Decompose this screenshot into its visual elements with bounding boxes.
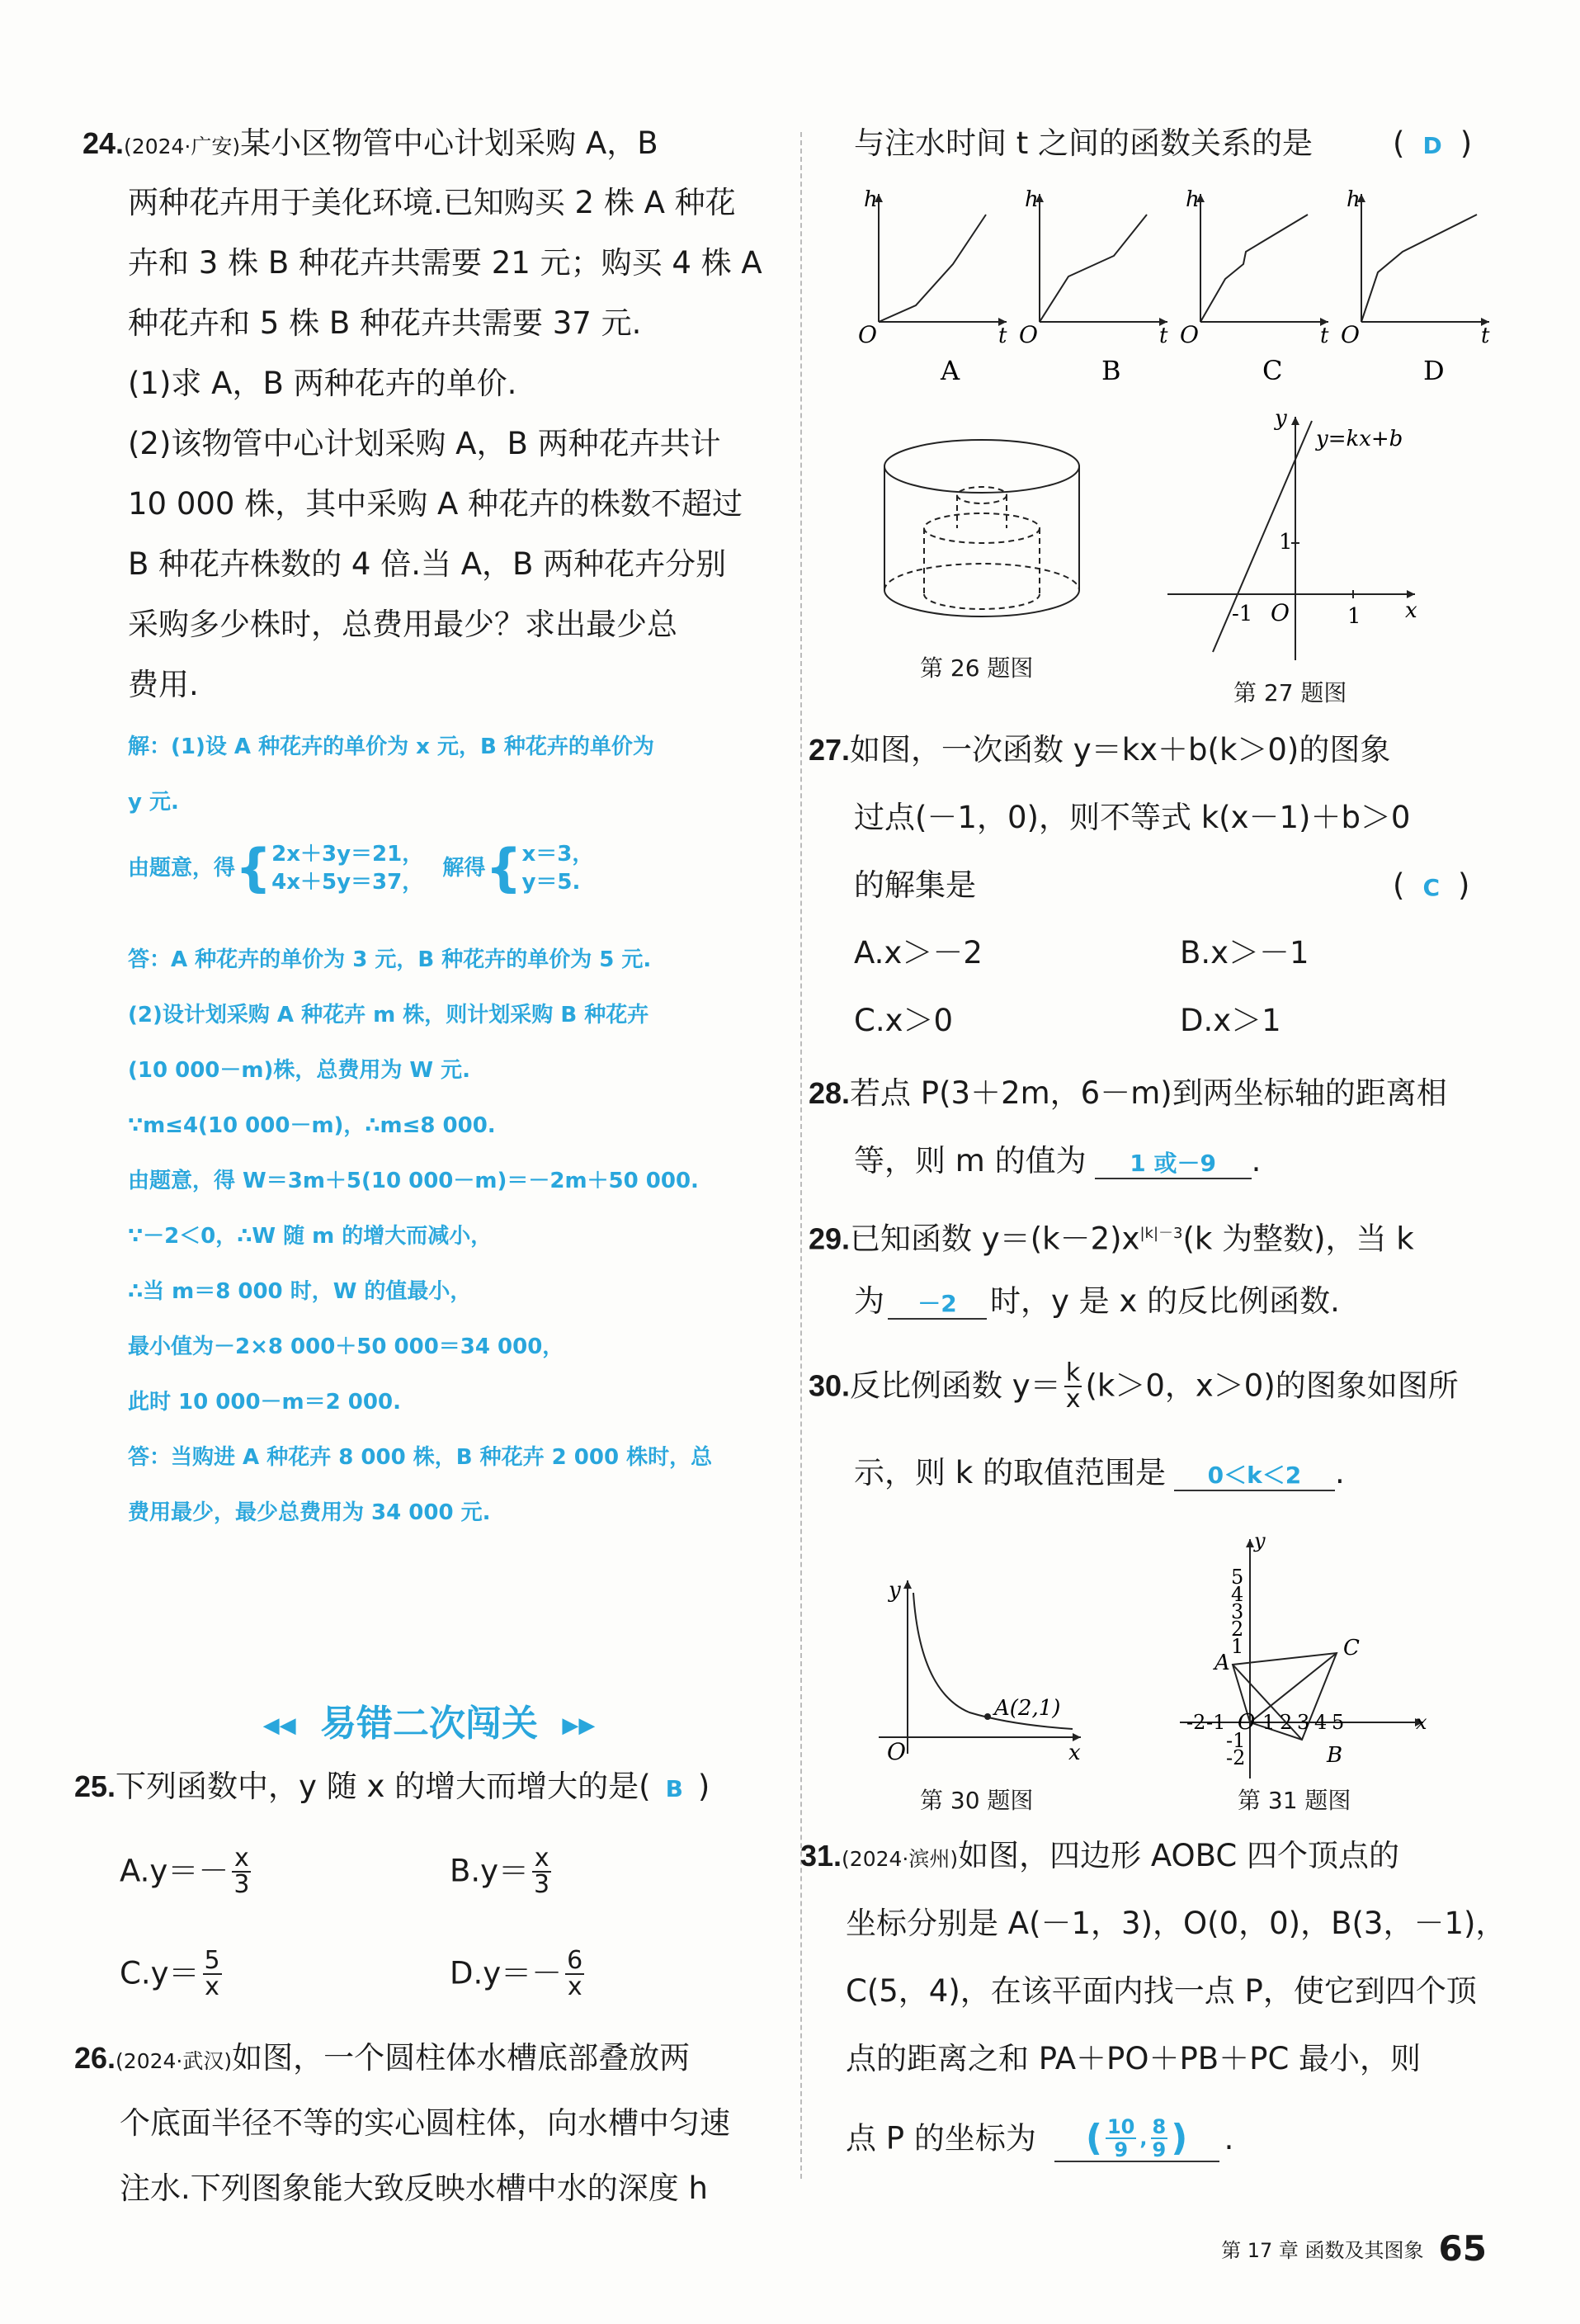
q27-option-b: B.x＞－1	[1180, 935, 1309, 971]
footer-chapter: 第 17 章 函数及其图象	[1221, 2239, 1424, 2262]
q26-graph-d	[1341, 187, 1490, 386]
q25-option-a: A.y＝－ $\frac{x}{3}$	[120, 1843, 250, 1899]
q24-line-6: 10 000 株，其中采购 A 种花卉的株数不超过	[128, 486, 743, 522]
q24-line-2: 卉和 3 株 B 种花卉共需要 21 元；购买 4 株 A	[128, 245, 762, 281]
svg-text:t: t	[998, 324, 1007, 348]
q30-number: 30.	[809, 1368, 851, 1403]
q31-point-c: C	[1343, 1636, 1360, 1660]
svg-text:-2: -2	[1226, 1746, 1246, 1769]
section-header	[215, 1693, 644, 1743]
q28-number: 28.	[809, 1076, 851, 1110]
q31-line-3: 点的距离之和 PA＋PO＋PB＋PC 最小，则	[846, 2041, 1422, 2076]
q26-label-d: D	[1423, 355, 1445, 386]
svg-text:-1: -1	[1232, 602, 1253, 626]
q31-line-0: 31.(2024·滨州)如图，四边形 AOBC 四个顶点的	[800, 1838, 1399, 1873]
svg-text:4: 4	[1314, 1711, 1328, 1734]
page-footer	[1221, 2228, 1487, 2269]
svg-text:y: y	[1275, 406, 1287, 431]
q29-number: 29.	[809, 1221, 851, 1256]
q24-sol-5: (2)设计划采购 A 种花卉 m 株，则计划采购 B 种花卉	[128, 1003, 649, 1027]
svg-text:h: h	[1025, 187, 1039, 212]
q26-label-a: A	[941, 355, 960, 386]
q25-option-b: B.y＝ $\frac{x}{3}$	[450, 1843, 550, 1899]
svg-text:x: x	[1405, 598, 1417, 623]
q24-sol-11: 最小值为－2×8 000＋50 000＝34 000，	[128, 1334, 564, 1359]
q27-fig-equation: y=kx+b	[1316, 427, 1403, 451]
q24-sol-8: 由题意，得 W＝3m＋5(10 000－m)＝－2m＋50 000.	[128, 1169, 699, 1193]
q27-option-a: A.x＞－2	[854, 935, 983, 971]
q27-answer-bracket: ( C )	[1393, 867, 1470, 903]
q24-line-5: (2)该物管中心计划采购 A，B 两种花卉共计	[128, 426, 721, 461]
svg-text:x: x	[1416, 1711, 1427, 1734]
q30-figure	[870, 1568, 1093, 1766]
q30-line-0: 30.反比例函数 y＝ $\frac{k}{x}$ (k＞0，x＞0)的图象如图所	[809, 1358, 1459, 1414]
q27-line-2: 的解集是	[854, 867, 976, 903]
svg-text:-1: -1	[1226, 1729, 1246, 1752]
q31-line-1: 坐标分别是 A(－1，3)，O(0，0)，B(3，－1)，	[846, 1906, 1507, 1941]
q26-answer: D	[1422, 132, 1442, 159]
q24-sol-6: (10 000－m)株，总费用为 W 元.	[128, 1058, 471, 1083]
q30-fig-caption: 第 30 题图	[920, 1787, 1034, 1814]
q24-line-3: 种花卉和 5 株 B 种花卉共需要 37 元.	[128, 305, 642, 341]
svg-text:1: 1	[1231, 1635, 1244, 1658]
q29-answer-blank: －2	[888, 1290, 987, 1320]
q24-line-9: 费用.	[128, 667, 199, 702]
section-arrows-right: ▶▶	[562, 1713, 596, 1738]
q28-answer-blank: 1 或－9	[1095, 1150, 1252, 1179]
svg-text:t: t	[1320, 324, 1329, 348]
svg-text:2: 2	[1231, 1618, 1244, 1641]
q26-graph-a	[858, 187, 1007, 386]
q24-sol-13: 答：当购进 A 种花卉 8 000 株，B 种花卉 2 000 株时，总	[128, 1445, 713, 1470]
q27-option-d: D.x＞1	[1180, 1003, 1281, 1038]
q24-number: 24.	[83, 126, 125, 160]
section-arrows-left: ◀◀	[262, 1713, 296, 1738]
q25-option-c: C.y＝ $\frac{5}{x}$	[120, 1945, 220, 2001]
svg-text:O: O	[858, 321, 877, 348]
q26-graphs	[846, 182, 1506, 396]
svg-text:3: 3	[1231, 1600, 1244, 1623]
q27-figure	[1167, 404, 1440, 677]
q31-fig-caption: 第 31 题图	[1238, 1787, 1351, 1814]
q27-line-1: 过点(－1，0)，则不等式 k(x－1)＋b＞0	[854, 800, 1411, 835]
q25-option-d: D.y＝－ $\frac{6}{x}$	[450, 1945, 583, 2001]
svg-text:t: t	[1481, 324, 1490, 348]
svg-text:y: y	[1254, 1531, 1266, 1552]
q24-line-1: 两种花卉用于美化环境.已知购买 2 株 A 种花	[128, 185, 736, 220]
q26-label-c: C	[1262, 355, 1283, 386]
q28-line-0: 28.若点 P(3＋2m，6－m)到两坐标轴的距离相	[809, 1075, 1447, 1111]
svg-text:y: y	[889, 1578, 901, 1603]
q31-figure	[1163, 1531, 1436, 1787]
q24-sol-2: y 元.	[128, 790, 179, 815]
q27-option-c: C.x＞0	[854, 1003, 954, 1038]
q24-sol-10: ∴当 m＝8 000 时，W 的值最小，	[128, 1279, 472, 1304]
q27-answer: C	[1422, 874, 1440, 901]
svg-text:O: O	[887, 1738, 906, 1765]
q30-point-label: A(2,1)	[994, 1696, 1061, 1721]
q26-graph-c	[1180, 187, 1329, 386]
q24-sol-4: 答：A 种花卉的单价为 3 元，B 种花卉的单价为 5 元.	[128, 947, 652, 972]
svg-text:O: O	[1271, 599, 1290, 626]
q30-line-1: 示，则 k 的取值范围是 0＜k＜2 .	[854, 1455, 1345, 1490]
svg-text:4: 4	[1231, 1583, 1244, 1606]
q25-number: 25.	[74, 1769, 116, 1803]
q24-line-7: B 种花卉株数的 4 倍.当 A，B 两种花卉分别	[128, 546, 727, 582]
svg-text:2: 2	[1280, 1711, 1293, 1734]
q30-answer-blank: 0＜k＜2	[1174, 1462, 1335, 1491]
q24-line-0: 24.(2024·广安)某小区物管中心计划采购 A，B	[83, 125, 658, 161]
q24-line-8: 采购多少株时，总费用最少？求出最少总	[128, 607, 677, 642]
svg-text:3: 3	[1297, 1711, 1310, 1734]
q26-line-2: 注水.下列图象能大致反映水槽中水的深度 h	[120, 2170, 708, 2206]
svg-text:t: t	[1159, 324, 1168, 348]
q26-label-b: B	[1101, 355, 1121, 386]
q25-answer: B	[665, 1775, 683, 1802]
q24-source-tag: (2024·广安)	[124, 135, 241, 158]
q27-number: 27.	[809, 733, 851, 767]
q27-line-0: 27.如图，一次函数 y＝kx＋b(k＞0)的图象	[809, 732, 1391, 768]
svg-text:5: 5	[1332, 1711, 1345, 1734]
q26-answer-bracket: ( D )	[1393, 125, 1473, 161]
q26-number: 26.	[74, 2041, 116, 2075]
q31-point-a: A	[1214, 1651, 1230, 1675]
q28-line-1: 等，则 m 的值为 1 或－9 .	[854, 1143, 1262, 1179]
q31-number: 31.	[800, 1839, 842, 1873]
q31-line-4: 点 P 的坐标为 ( $\frac{10}{9}$ , $\frac{8}{9}$ ) .	[846, 2114, 1234, 2161]
svg-text:O: O	[1019, 321, 1038, 348]
svg-text:h: h	[1186, 187, 1200, 212]
q26-source-tag: (2024·武汉)	[116, 2049, 233, 2073]
svg-text:O: O	[1238, 1710, 1256, 1735]
svg-text:h: h	[1347, 187, 1361, 212]
svg-text:5: 5	[1231, 1566, 1244, 1589]
q24-sol-12: 此时 10 000－m＝2 000.	[128, 1390, 401, 1415]
q29-line-1: 为 －2 时，y 是 x 的反比例函数.	[854, 1283, 1340, 1319]
q31-answer-blank: ( $\frac{10}{9}$ , $\frac{8}{9}$ )	[1054, 2116, 1219, 2162]
svg-text:O: O	[1180, 321, 1199, 348]
q25-stem: 25.下列函数中，y 随 x 的增大而增大的是( B )	[74, 1769, 710, 1804]
q27-fig-caption: 第 27 题图	[1233, 679, 1347, 706]
q26-line-1: 个底面半径不等的实心圆柱体，向水槽中匀速	[120, 2105, 730, 2141]
q26-cylinder-figure	[875, 433, 1089, 648]
q29-line-0: 29.已知函数 $y=(k-2)x^{|k|-3}(k$ 为整数)，当 k	[809, 1221, 1414, 1257]
q24-sol-7: ∵m≤4(10 000－m)，∴m≤8 000.	[128, 1113, 496, 1138]
q26-line-3: 与注水时间 t 之间的函数关系的是	[854, 125, 1314, 161]
q31-source-tag: (2024·滨州)	[842, 1847, 959, 1871]
q26-fig-caption: 第 26 题图	[920, 654, 1034, 682]
svg-text:-1: -1	[1206, 1711, 1226, 1734]
q24-sol-system: 由题意，得{2x＋3y＝21， 4x＋5y＝37， 解得{x＝3， y＝5.	[128, 838, 594, 898]
svg-text:1: 1	[1262, 1711, 1276, 1734]
svg-text:h: h	[864, 187, 878, 212]
svg-text:1: 1	[1279, 530, 1293, 555]
page-number: 65	[1438, 2228, 1487, 2269]
q24-sol-1: 解：(1)设 A 种花卉的单价为 x 元，B 种花卉的单价为	[128, 735, 654, 759]
svg-text:1: 1	[1347, 604, 1361, 629]
section-title: 易错二次闯关	[320, 1703, 538, 1745]
svg-text:-2: -2	[1186, 1711, 1206, 1734]
q31-line-2: C(5，4)，在该平面内找一点 P，使它到四个顶	[846, 1973, 1477, 2009]
q26-line-0: 26.(2024·武汉)如图，一个圆柱体水槽底部叠放两	[74, 2040, 691, 2076]
svg-text:O: O	[1341, 321, 1360, 348]
q24-sol-14: 费用最少，最少总费用为 34 000 元.	[128, 1500, 491, 1525]
q26-graph-b	[1019, 187, 1168, 386]
q31-point-b: B	[1327, 1743, 1343, 1768]
q24-sol-9: ∵－2＜0，∴W 随 m 的增大而减小，	[128, 1224, 493, 1249]
q24-line-4: (1)求 A，B 两种花卉的单价.	[128, 366, 517, 401]
svg-text:x: x	[1068, 1741, 1081, 1765]
